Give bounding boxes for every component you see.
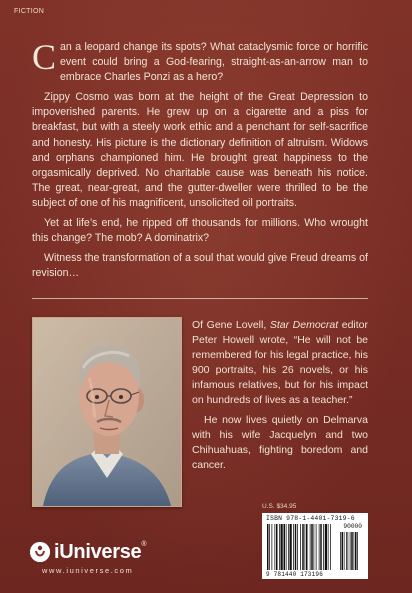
barcode-bar <box>320 524 322 570</box>
portrait-painting <box>33 318 181 506</box>
barcode-bar <box>281 524 283 570</box>
barcode-bar <box>286 524 287 570</box>
publisher-url: www.iuniverse.com <box>42 566 134 575</box>
price-addon-code: 90000 <box>343 523 362 530</box>
barcode-bar <box>306 524 308 570</box>
barcode-bar <box>297 524 298 570</box>
addon-bar <box>351 532 353 570</box>
barcode-bar <box>325 524 327 570</box>
barcode-bar <box>276 524 278 570</box>
barcode-bar <box>302 524 304 570</box>
barcode-bar <box>272 524 273 570</box>
barcode-bar <box>328 524 329 570</box>
barcode-bar <box>275 524 276 570</box>
bio-paragraph: Of Gene Lovell, Star Democrat editor Peter Howell wrote, “He will not be remembered for his legal practice, his 900 portraits, his 26 novels, or his infamous relatives, but for his impact on hundreds of lives as a teacher.” <box>192 319 369 406</box>
isbn-barcode <box>262 513 368 579</box>
barcode-bar <box>293 524 294 570</box>
barcode-bar <box>267 524 269 570</box>
barcode-bar <box>316 524 317 570</box>
addon-bar <box>348 532 349 570</box>
blurb-paragraph: Zippy Cosmo was born at the height of the Great Depression to impoverished parents. He grew up on a cigarette and a piss for breakfast, but with a steely work ethic and a penchant for self-sacrifice and honesty. His picture is the dictionary definition of altruism. Widows and orphans championed him. He brought great happiness to the orgasmically deprived. No charitable cause was beneath his notice. The great, near-great, and the gutter-dweller were thrilled to be the subject of one of his magnificent, unsolicited oil portraits. <box>32 91 368 209</box>
barcode-bar <box>310 524 311 570</box>
bio-paragraph: He now lives quietly on Delmarva with his wife Jacquelyn and two Chihuahuas, fighting boredom and cancer. <box>192 414 368 471</box>
book-blurb <box>32 37 368 286</box>
isbn-text: ISBN 978-1-4401-7319-6 <box>266 515 355 522</box>
drop-cap: C <box>32 37 57 77</box>
barcode-bars <box>262 513 368 579</box>
divider-rule <box>32 298 368 299</box>
blurb-paragraph: Can a leopard change its spots? What cataclysmic force or horrific event could bring a God-fearing, straight-as-an-arrow man to embrace Charles Ponzi as a hero? <box>32 37 368 84</box>
category-label: FICTION <box>14 8 45 15</box>
barcode-bar <box>300 524 301 570</box>
addon-bar <box>340 532 341 570</box>
blurb-paragraph: Witness the transformation of a soul that would give Freud dreams of revision… <box>32 252 368 280</box>
barcode-bar <box>323 524 324 570</box>
addon-bar <box>342 532 344 570</box>
barcode-bar <box>279 524 280 570</box>
addon-bar <box>350 532 351 570</box>
publisher-name: iUniverse <box>54 540 142 563</box>
author-bio <box>192 318 368 478</box>
barcode-bar <box>284 524 286 570</box>
addon-bar <box>355 532 357 570</box>
barcode-bar <box>330 524 331 570</box>
barcode-bar <box>269 524 270 570</box>
iuniverse-logo-icon <box>30 542 50 562</box>
barcode-digits: 9 781440 173196 <box>266 571 324 578</box>
barcode-bar <box>319 524 320 570</box>
barcode-bar <box>295 524 297 570</box>
addon-bar <box>357 532 358 570</box>
blurb-paragraph: Yet at life’s end, he ripped off thousands for millions. Who wrought this change? The mob? A dominatrix? <box>32 217 368 245</box>
price-label: U.S. $34.95 <box>262 503 297 510</box>
addon-bar <box>344 532 345 570</box>
barcode-bar <box>290 524 292 570</box>
barcode-bar <box>305 524 306 570</box>
barcode-bar <box>311 524 313 570</box>
registered-mark: ® <box>141 541 147 548</box>
publisher-logo <box>30 539 147 565</box>
addon-bar <box>346 532 347 570</box>
barcode-bar <box>288 524 289 570</box>
addon-bar <box>354 532 355 570</box>
newspaper-title: Star Democrat <box>269 319 339 331</box>
barcode-bar <box>314 524 315 570</box>
author-portrait <box>32 317 182 507</box>
